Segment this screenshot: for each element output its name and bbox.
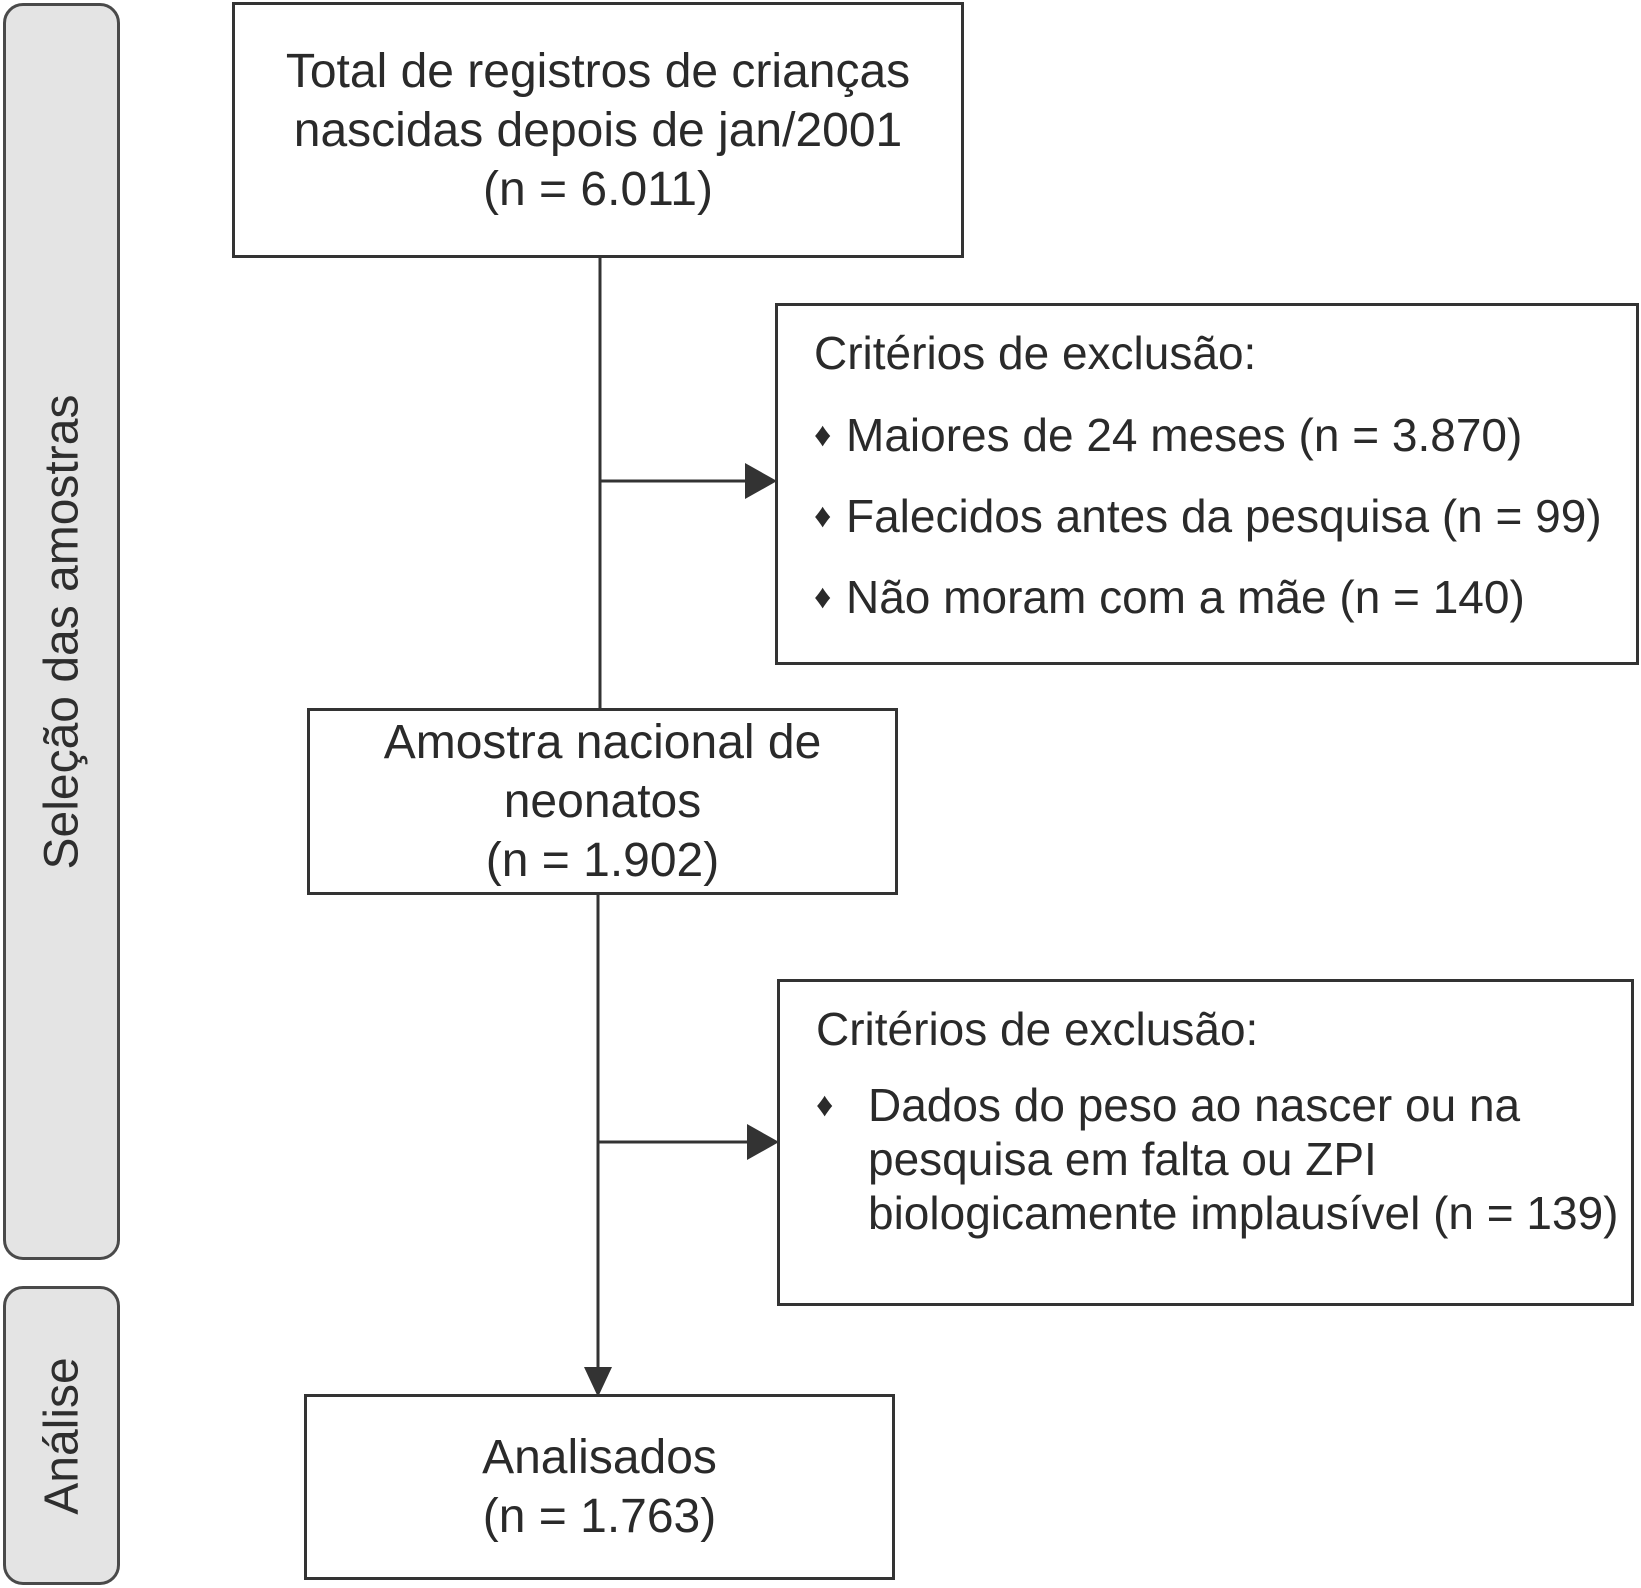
arrowhead-exclusion1: [745, 463, 777, 499]
exclusion-item: [814, 408, 1636, 462]
total-records-line1: Total de registros de crianças: [285, 44, 911, 98]
total-records-line2: nascidas depois de jan/2001: [293, 103, 903, 157]
exclusion-criteria-box-2: [777, 979, 1634, 1306]
national-sample-line1: Amostra nacional de: [383, 716, 822, 769]
stage-selection-label: Seleção das amostras: [35, 394, 88, 869]
diamond-bullet-icon: ♦: [814, 416, 832, 454]
exclusion-item: [814, 570, 1636, 624]
exclusion-criteria-title-1: Critérios de exclusão:: [814, 327, 1257, 379]
exclusion-item-text: Maiores de 24 meses (n = 3.870): [846, 409, 1523, 461]
exclusion-item-line: Dados do peso ao nascer ou na: [868, 1079, 1521, 1131]
diamond-bullet-icon: ♦: [814, 497, 832, 535]
diamond-bullet-icon: ♦: [814, 578, 832, 616]
diamond-bullet-icon: ♦: [816, 1086, 834, 1124]
exclusion-item-line: pesquisa em falta ou ZPI: [868, 1133, 1377, 1185]
exclusion-criteria-title-2: Critérios de exclusão:: [816, 1003, 1259, 1055]
national-sample-count: (n = 1.902): [485, 834, 720, 887]
arrowhead-exclusion2: [747, 1124, 779, 1160]
analyzed-box: [304, 1394, 895, 1580]
exclusion-item-line: biologicamente implausível (n = 139): [868, 1187, 1619, 1239]
stage-analysis-label: Análise: [35, 1356, 88, 1515]
analyzed-label: Analisados: [482, 1431, 717, 1484]
exclusion-criteria-box-1: [775, 303, 1639, 665]
exclusion-item: [816, 1078, 1631, 1240]
exclusion-item-text: Falecidos antes da pesquisa (n = 99): [846, 490, 1602, 542]
national-sample-line2: neonatos: [503, 775, 702, 828]
exclusion-item: [814, 489, 1636, 543]
arrowhead-analyzed: [584, 1367, 612, 1397]
total-records-box: [232, 2, 964, 258]
exclusion-item-text: Não moram com a mãe (n = 140): [846, 571, 1525, 623]
total-records-count: (n = 6.011): [483, 162, 713, 216]
exclusion-item-text: [868, 1078, 1618, 1240]
national-sample-box: [307, 708, 898, 895]
analyzed-count: (n = 1.763): [482, 1490, 717, 1543]
